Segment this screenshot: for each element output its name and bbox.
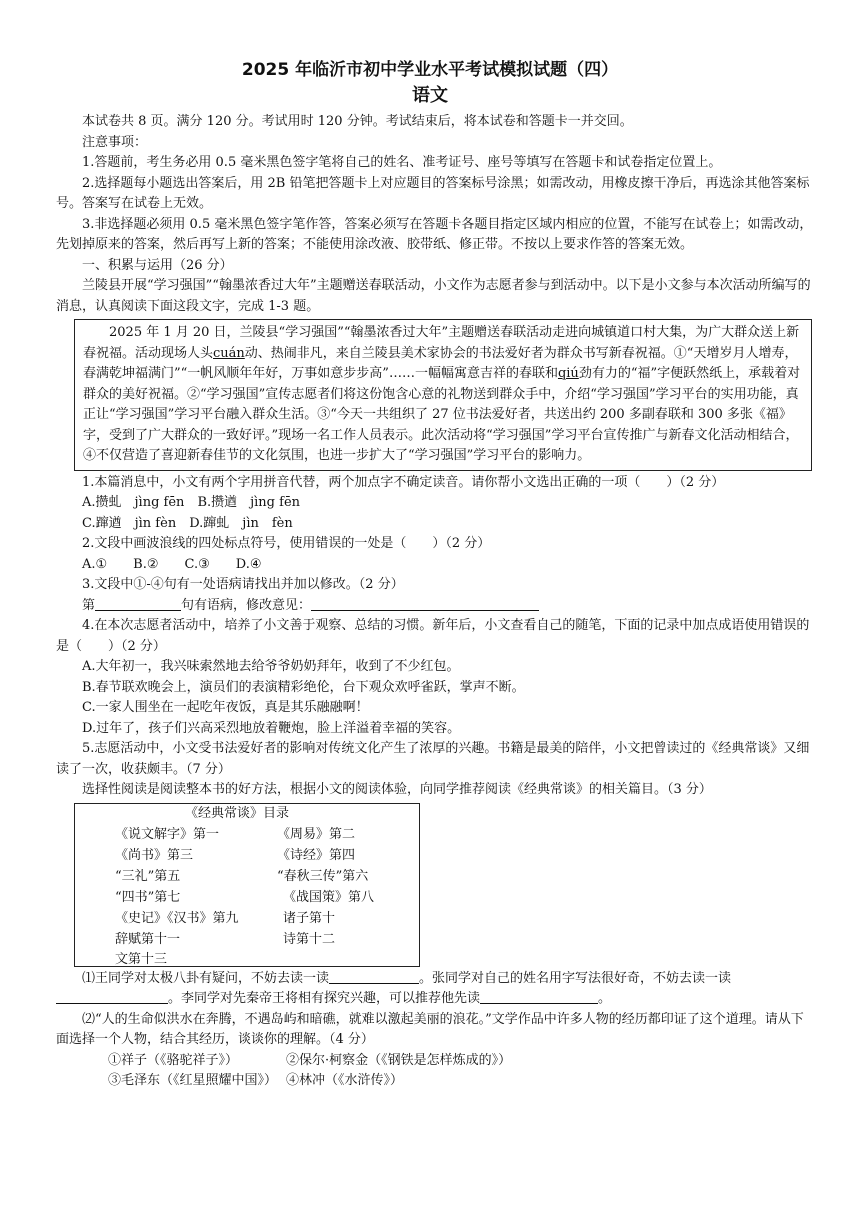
q4-option-a: A.大年初一，我兴味索然地去给爷爷奶奶拜年，收到了不少红包。 <box>82 659 460 674</box>
toc-item: “春秋三传”第六 <box>277 868 369 884</box>
q5-blank-1[interactable] <box>329 969 419 984</box>
toc-item: 《诗经》第四 <box>277 847 356 863</box>
q3-blank-fix[interactable] <box>311 596 539 611</box>
section-lead: 兰陵县开展“学习强国”“翰墨浓香过大年”主题赠送春联活动，小文作为志愿者参与到活动中。以下是小文参与本次活动所编写的消息，认真阅读下面这段文字，完成 1-3 题。 <box>56 278 811 314</box>
question-1: 1.本篇消息中，小文有两个字用拼音代替，两个加点字不确定读音。请你帮小文选出正确的一项（ ）（2 分） <box>82 474 725 490</box>
intro-line: 本试卷共 8 页。满分 120 分。考试用时 120 分钟。考试结束后，将本试卷和答题卡一并交回。 <box>82 114 633 129</box>
q5-characters-row2: ③毛泽东（《红星照耀中国》） ④林冲（《水浒传》） <box>108 1073 404 1088</box>
q5-blank-3[interactable] <box>480 989 598 1004</box>
q5-blank-2[interactable] <box>56 989 168 1004</box>
toc-item: 《说文解字》第一 <box>115 826 220 842</box>
section-heading: 一、积累与运用（26 分） <box>82 257 233 273</box>
news-passage-box <box>74 319 812 471</box>
q5-characters-row1: ①祥子（《骆驼祥子》） ②保尔·柯察金（《钢铁是怎样炼成的》） <box>108 1052 512 1068</box>
q1-options-row2: C.蹿遒 jìn fèn D.蹿虬 jìn fèn <box>82 515 293 531</box>
toc-box <box>74 803 420 967</box>
note-2: 2.选择题每小题选出答案后，用 2B 铅笔把答题卡上对应题目的答案标号涂黑；如需改动，用橡皮擦干净后，再选涂其他答案标号。答案写在试卷上无效。 <box>56 175 810 211</box>
q5-sub1: ⑴王同学对太极八卦有疑问，不妨去读一读 。张同学对自己的姓名用字写法很好奇，不妨去读一读。李同学对先秦帝王将相有探究兴趣，可以推荐他先读 。 <box>56 969 814 1010</box>
note-1: 1.答题前，考生务必用 0.5 毫米黑色签字笔将自己的姓名、准考证号、座号等填写在答题卡和试卷指定位置上。 <box>82 155 722 170</box>
q2-options: A.① B.② C.③ D.④ <box>82 556 262 572</box>
toc-item: 《史记》《汉书》第九 <box>115 910 239 926</box>
q5-sub-intro: 选择性阅读是阅读整本书的好方法，根据小文的阅读体验，向同学推荐阅读《经典常谈》的相关篇目。（3 分） <box>82 782 712 797</box>
toc-item: 《尚书》第三 <box>115 847 194 863</box>
q3-answer-line: 第 句有语病，修改意见： <box>56 596 814 617</box>
toc-item: 文第十三 <box>115 951 168 967</box>
question-4: 4.在本次志愿者活动中，培养了小文善于观察、总结的习惯。新年后，小文查看自己的随笔，下面的记录中加点成语使用错误的是（ ）（2 分） <box>56 618 810 654</box>
toc-title: 《经典常谈》目录 <box>185 805 290 821</box>
q1-options-row1: A.攒虬 jìng fēn B.攒遒 jìng fēn <box>82 495 301 510</box>
pinyin-blank-2: qiú <box>557 366 579 381</box>
q4-option-b: B.春节联欢晚会上，演员们的表演精彩绝伦，台下观众欢呼雀跃，掌声不断。 <box>82 679 525 695</box>
toc-item: 《周易》第二 <box>277 826 356 842</box>
notice-title: 注意事项： <box>82 134 148 150</box>
question-2: 2.文段中画波浪线的四处标点符号，使用错误的一处是（ ）（2 分） <box>82 536 491 551</box>
exam-content <box>56 112 814 1092</box>
question-3: 3.文段中①-④句有一处语病请找出并加以修改。（2 分） <box>82 577 404 592</box>
question-5: 5.志愿活动中，小文受书法爱好者的影响对传统文化产生了浓厚的兴趣。书籍是最美的陪伴，小文把曾读过的《经典常谈》又细读了一次，收获颇丰。（7 分） <box>56 741 810 777</box>
q4-option-d: D.过年了，孩子们兴高采烈地放着鞭炮，脸上洋溢着幸福的笑容。 <box>82 720 461 736</box>
pinyin-blank-1: cuán <box>213 345 245 361</box>
exam-title: 2025 年临沂市初中学业水平考试模拟试题（四） <box>241 60 619 80</box>
toc-item: “三礼”第五 <box>115 868 181 884</box>
note-3: 3.非选择题必须用 0.5 毫米黑色签字笔作答，答案必须写在答题卡各题目指定区域内相应的位置，不能写在试卷上；如需改动，先划掉原来的答案，然后再写上新的答案；不能使用涂改液、胶带纸、修正带。不按以上要求作答的答案无效。 <box>56 216 813 252</box>
news-passage: 2025 年 1 月 20 日，兰陵县“学习强国”“翰墨浓香过大年”主题赠送春联活动走进向城镇道口村大集，为广大群众送上新春祝福。活动现场人头cuán动、热闹非凡，来自兰陵县美术家协会的书法爱好者为群众书写新春祝福。①“天增岁月人增寿，春满乾坤福满门”“一帆风顺年年好，万事如意步步高”……一幅幅寓意吉祥的春联和qiú劲有力的“福”字便跃然纸上，承载着对群众的美好祝福。②“学习强国”宣传志愿者们将这份饱含心意的礼物送到群众手中，介绍“学习强国”学习平台的实用功能，真正让“学习强国”学习平台融入群众生活。③“今天一共组织了 27 位书法爱好者，共送出约 200 多副春联和 300 多张《福》字，受到了广大群众的一致好评。”现场一名工作人员表示。此次活动将“学习强国”学习平台宣传推广与新春文化活动相结合，④不仅营造了喜迎新春佳节的文化氛围，也进一步扩大了“学习强国”学习平台的影响力。 <box>83 325 801 463</box>
exam-subject: 语文 <box>412 85 448 106</box>
toc-item: “四书”第七 <box>115 889 181 905</box>
q5-sub2: ⑵“人的生命似洪水在奔腾，不遇岛屿和暗礁，就难以激起美丽的浪花。”文学作品中许多人物的经历都印证了这个道理。请从下面选择一个人物，结合其经历，谈谈你的理解。（4 分） <box>56 1011 804 1047</box>
toc-item: 诸子第十 <box>283 910 336 926</box>
toc-item: 辞赋第十一 <box>115 931 181 947</box>
q4-option-c: C.一家人围坐在一起吃年夜饭，真是其乐融融啊！ <box>82 700 369 715</box>
q3-blank-sentence[interactable] <box>95 596 181 611</box>
toc-item: 《战国策》第八 <box>283 889 375 905</box>
toc-item: 诗第十二 <box>283 931 336 947</box>
